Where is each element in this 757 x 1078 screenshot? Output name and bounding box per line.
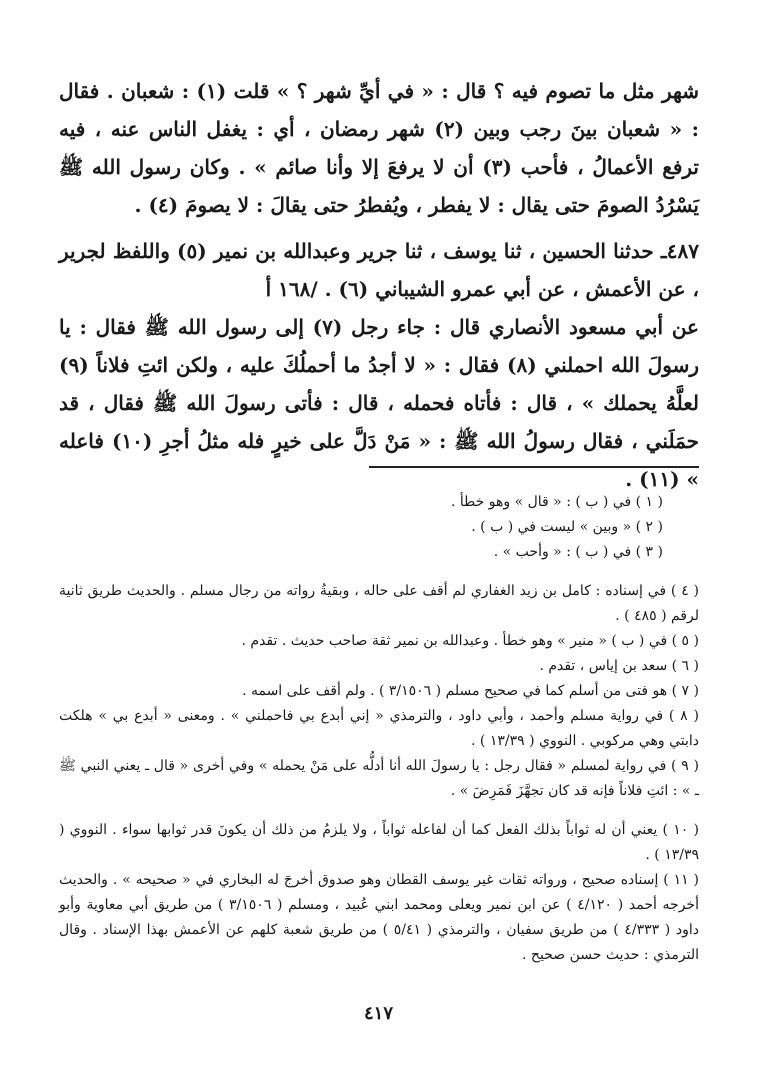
footnote-3: ( ٣ ) في ( ب ) : « وأحب » . (493, 544, 663, 560)
footnote-divider (369, 466, 699, 468)
footnote-7: ( ٧ ) هو فتى من أسلم كما في صحيح مسلم ( ٣/١٥٠٦ ) . ولم أقف على اسمه . (242, 683, 699, 699)
main-text (59, 72, 699, 498)
hadith-487-isnad: ٤٨٧ـ حدثنا الحسين ، ثنا يوسف ، ثنا جرير وعبدالله بن نمير (٥) واللفظ لجرير ، عن الأعمش ، عن أبي عمرو الشيباني (٦) . /١٦٨ أ (59, 239, 700, 301)
footnote-group-1 (59, 490, 699, 565)
footnote-6: ( ٦ ) سعد بن إياس ، تقدم . (539, 658, 699, 674)
footnote-10: ( ١٠ ) يعني أن له ثواباً بذلك الفعل كما أن لفاعله ثواباً ، ولا يلزمُ من ذلك أن يكونَ قدر ثوابها سواء . النووي ( ١٣/٣٩ ) . (59, 822, 699, 863)
hadith-487-matn: عن أبي مسعود الأنصاري قال : جاء رجل (٧) إلى رسول الله ﷺ فقال : يا رسولَ الله احملني (٨) فقال : « لا أجدُ ما أحملُكَ عليه ، ولكن ائتِ فلاناً (٩) لعلَّهُ يحملك » ، قال : فأتاه فحمله ، قال : فأتى رسولَ الله ﷺ فقال ، قد حمَلَني ، فقال رسولُ الله ﷺ : « مَنْ دَلَّ على خيرٍ فله مثلُ أجرِ (١٠) فاعله » (١١) . (59, 315, 699, 491)
footnote-4: ( ٤ ) في إسناده : كامل بن زيد الغفاري لم أقف على حاله ، وبقيةُ رواته من رجال مسلم . والحديث طريق ثانية لرقم ( ٤٨٥ ) . (59, 583, 699, 624)
footnote-1: ( ١ ) في ( ب ) : « قال » وهو خطأ . (451, 494, 663, 510)
footnote-8: ( ٨ ) في رواية مسلم وأحمد ، وأبي داود ، والترمذي « إني أبدع بي فاحملني » . ومعنى « أبدع بي » هلكت دابتي وهي مركوبي . النووي ( ١٣/٣٩ ) . (59, 708, 699, 749)
footnote-5: ( ٥ ) في ( ب ) « منير » وهو خطأ . وعبدالله بن نمير ثقة صاحب حديث . تقدم . (241, 633, 699, 649)
footnote-11: ( ١١ ) إسناده صحيح ، ورواته ثقات غير يوسف القطان وهو صدوق أخرجَ له البخاري في « صحيحه » . والحديث أخرجه أحمد ( ٤/١٢٠ ) عن ابن نمير ويعلى ومحمد ابني عُبيد ، ومسلم ( ٣/١٥٠٦ ) من طريق أبي معاوية وأبو داود ( ٤/٣٣٣ ) من طريق سفيان ، والترمذي ( ٥/٤١ ) من طريق شعبة كلهم عن الأعمش بهذا الإسناد . وقال الترمذي : حديث حسن صحيح . (59, 872, 699, 963)
footnote-9: ( ٩ ) في رواية لمسلم « فقال رجل : يا رسولَ الله أنا أدلُّه على مَنْ يحمله » وفي أخرى « قال ـ يعني النبي ﷺ ـ » : ائتِ فلاناً فإنه قد كان تجهَّزَ فَمَرِضَ » . (59, 758, 699, 799)
main-paragraph-1: شهر مثل ما تصوم فيه ؟ قال : « في أيِّ شهر ؟ » قلت (١) : شعبان . فقال : « شعبان بينَ رجب وبين (٢) شهر رمضان ، أي : يغفل الناس عنه ، فيه ترفع الأعمالُ ، فأحب (٣) أن لا يرفعَ إلا وأنا صائم » . وكان رسول الله ﷺ يَسْرُدُ الصومَ حتى يقال : لا يفطر ، ويُفطرُ حتى يقالَ : لا يصومَ (٤) . (59, 79, 700, 217)
footnote-group-3 (59, 818, 699, 968)
footnote-2: ( ٢ ) « وبين » ليست في ( ب ) . (471, 519, 663, 535)
footnote-group-2 (59, 579, 699, 804)
page-number: ٤١٧ (363, 1003, 393, 1024)
footnotes (59, 490, 699, 982)
